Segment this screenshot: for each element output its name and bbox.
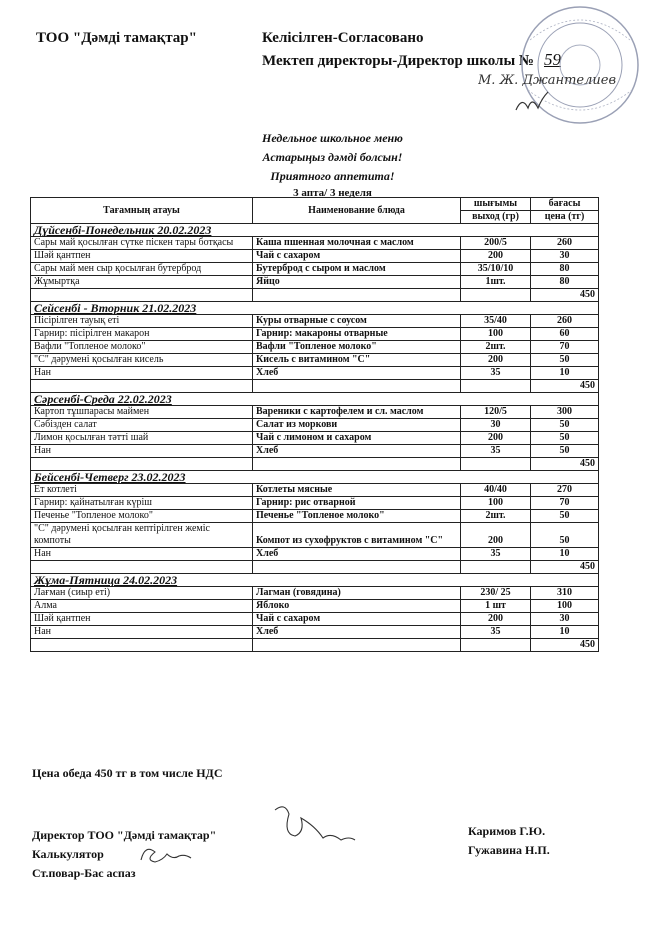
dish-name-ru: Хлеб: [253, 445, 461, 458]
dish-name-kz: Картоп тұшпарасы маймен: [31, 406, 253, 419]
price-note: Цена обеда 450 тг в том числе НДС: [32, 766, 223, 780]
dish-name-kz: Нан: [31, 445, 253, 458]
empty-cell: [31, 380, 253, 393]
dish-name-ru: Каша пшенная молочная с маслом: [253, 237, 461, 250]
dish-name-ru: Салат из моркови: [253, 419, 461, 432]
dish-name-kz: Нан: [31, 548, 253, 561]
dish-price: 270: [531, 484, 599, 497]
day-total: 450: [531, 289, 599, 302]
dish-price: 10: [531, 548, 599, 561]
day-title: Сейсенбі - Вторник 21.02.2023: [31, 302, 599, 315]
empty-cell: [253, 289, 461, 302]
dish-name-kz: Лимон қосылған тәтті шай: [31, 432, 253, 445]
header-name-ru: Наименование блюда: [253, 198, 461, 224]
dish-name-ru: Хлеб: [253, 626, 461, 639]
dish-yield: 35: [461, 445, 531, 458]
dish-price: 60: [531, 328, 599, 341]
empty-cell: [253, 639, 461, 652]
menu-row: [31, 250, 599, 263]
dish-price: 50: [531, 445, 599, 458]
menu-row: [31, 328, 599, 341]
dish-name-kz: Сары май қосылған сүтке піскен тары ботқасы: [31, 237, 253, 250]
dish-yield: 30: [461, 419, 531, 432]
dish-yield: 120/5: [461, 406, 531, 419]
dish-price: 100: [531, 600, 599, 613]
company-name: ТОО "Дәмді тамақтар": [36, 30, 197, 46]
dish-name-kz: Сәбізден салат: [31, 419, 253, 432]
menu-row: [31, 354, 599, 367]
day-header-row: [31, 393, 599, 406]
dish-name-ru: Котлеты мясные: [253, 484, 461, 497]
day-total-row: [31, 289, 599, 302]
header-yield-ru: выход (гр): [461, 211, 531, 224]
day-header-row: [31, 302, 599, 315]
dish-yield: 2шт.: [461, 341, 531, 354]
day-title: Дүйсенбі-Понедельник 20.02.2023: [31, 224, 599, 237]
approval-label: Келісілген-Согласовано: [262, 30, 424, 46]
empty-cell: [461, 458, 531, 471]
menu-row: [31, 548, 599, 561]
dish-name-kz: "С" дәрумені қосылған кисель: [31, 354, 253, 367]
empty-cell: [31, 458, 253, 471]
dish-yield: 100: [461, 497, 531, 510]
menu-row: [31, 276, 599, 289]
empty-cell: [253, 458, 461, 471]
dish-name-kz: Нан: [31, 367, 253, 380]
dish-yield: 35/10/10: [461, 263, 531, 276]
dish-yield: 2шт.: [461, 510, 531, 523]
dish-price: 30: [531, 613, 599, 626]
dish-name-ru: Гарнир: рис отварной: [253, 497, 461, 510]
dish-yield: 35: [461, 626, 531, 639]
menu-row: [31, 419, 599, 432]
dish-price: 50: [531, 523, 599, 548]
menu-row: [31, 406, 599, 419]
cook-label: Ст.повар-Бас аспаз: [32, 866, 136, 880]
day-total-row: [31, 561, 599, 574]
menu-row: [31, 497, 599, 510]
dish-name-ru: Яблоко: [253, 600, 461, 613]
dish-name-ru: Чай с сахаром: [253, 613, 461, 626]
director-signature-text: М. Ж. Джантелиев: [478, 73, 617, 88]
dish-name-ru: Гарнир: макароны отварные: [253, 328, 461, 341]
empty-cell: [253, 380, 461, 393]
dish-name-kz: Гарнир: қайнатылған күріш: [31, 497, 253, 510]
dish-name-kz: Нан: [31, 626, 253, 639]
dish-name-kz: Ет котлеті: [31, 484, 253, 497]
dish-yield: 200: [461, 250, 531, 263]
day-title: Жұма-Пятница 24.02.2023: [31, 574, 599, 587]
menu-row: [31, 263, 599, 276]
dish-name-kz: Шәй қантпен: [31, 250, 253, 263]
header-yield-kz: шығымы: [461, 198, 531, 211]
dish-name-ru: Яйцо: [253, 276, 461, 289]
dish-name-ru: Куры отварные с соусом: [253, 315, 461, 328]
dish-yield: 230/ 25: [461, 587, 531, 600]
dish-yield: 200: [461, 354, 531, 367]
dish-yield: 200: [461, 613, 531, 626]
dish-price: 70: [531, 341, 599, 354]
school-number: 59: [544, 50, 561, 69]
menu-row: [31, 626, 599, 639]
dish-yield: 1шт.: [461, 276, 531, 289]
dish-price: 10: [531, 626, 599, 639]
menu-row: [31, 587, 599, 600]
dish-price: 260: [531, 315, 599, 328]
greeting-kz: Астарыңыз дәмді болсын!: [262, 150, 403, 164]
header-name-kz: Тағамның атауы: [31, 198, 253, 224]
menu-row: [31, 600, 599, 613]
header-price-kz: бағасы: [531, 198, 599, 211]
header-price-ru: цена (тг): [531, 211, 599, 224]
dish-price: 310: [531, 587, 599, 600]
empty-cell: [461, 639, 531, 652]
director-signature: [478, 66, 638, 116]
day-total-row: [31, 639, 599, 652]
calculator-label: Калькулятор: [32, 847, 104, 861]
dish-price: 260: [531, 237, 599, 250]
dish-yield: 200/5: [461, 237, 531, 250]
empty-cell: [461, 561, 531, 574]
dish-name-ru: Компот из сухофруктов с витамином "С": [253, 523, 461, 548]
director-name: Каримов Г.Ю.: [468, 824, 546, 838]
dish-price: 10: [531, 367, 599, 380]
day-total: 450: [531, 380, 599, 393]
menu-row: [31, 315, 599, 328]
day-total-row: [31, 380, 599, 393]
menu-row: [31, 237, 599, 250]
dish-name-kz: Жұмыртқа: [31, 276, 253, 289]
day-title: Сәрсенбі-Среда 22.02.2023: [31, 393, 599, 406]
dish-yield: 200: [461, 523, 531, 548]
dish-yield: 35: [461, 367, 531, 380]
dish-name-kz: Вафли "Топленое молоко": [31, 341, 253, 354]
day-header-row: [31, 574, 599, 587]
day-total: 450: [531, 458, 599, 471]
dish-price: 80: [531, 276, 599, 289]
dish-price: 70: [531, 497, 599, 510]
menu-row: [31, 445, 599, 458]
day-header-row: [31, 471, 599, 484]
menu-body: [31, 224, 599, 652]
dish-name-ru: Чай с лимоном и сахаром: [253, 432, 461, 445]
calculator-signature: [135, 838, 195, 870]
dish-name-ru: Кисель с витамином "С": [253, 354, 461, 367]
empty-cell: [461, 380, 531, 393]
dish-name-ru: Вафли "Топленое молоко": [253, 341, 461, 354]
dish-name-ru: Бутерброд с сыром и маслом: [253, 263, 461, 276]
empty-cell: [253, 561, 461, 574]
day-title: Бейсенбі-Четверг 23.02.2023: [31, 471, 599, 484]
dish-name-kz: Шәй қантпен: [31, 613, 253, 626]
dish-name-ru: Чай с сахаром: [253, 250, 461, 263]
dish-name-ru: Хлеб: [253, 548, 461, 561]
dish-price: 50: [531, 419, 599, 432]
menu-title: Недельное школьное меню: [262, 131, 403, 145]
footer-director-signature: [270, 800, 360, 850]
empty-cell: [461, 289, 531, 302]
menu-row: [31, 484, 599, 497]
dish-name-ru: Хлеб: [253, 367, 461, 380]
menu-row: [31, 367, 599, 380]
dish-price: 50: [531, 432, 599, 445]
dish-name-kz: Пісірілген тауық еті: [31, 315, 253, 328]
empty-cell: [31, 561, 253, 574]
menu-table: [30, 197, 599, 652]
director-label: Директор ТОО "Дәмді тамақтар": [32, 828, 217, 842]
day-header-row: [31, 224, 599, 237]
dish-name-kz: Алма: [31, 600, 253, 613]
dish-price: 50: [531, 354, 599, 367]
dish-yield: 200: [461, 432, 531, 445]
menu-row: [31, 341, 599, 354]
dish-name-ru: Лагман (говядина): [253, 587, 461, 600]
dish-name-kz: Лағман (сиыр еті): [31, 587, 253, 600]
dish-price: 300: [531, 406, 599, 419]
dish-yield: 40/40: [461, 484, 531, 497]
day-total: 450: [531, 639, 599, 652]
dish-name-kz: Гарнир: пісірілген макарон: [31, 328, 253, 341]
menu-row: [31, 523, 599, 548]
calculator-name: Гужавина Н.П.: [468, 843, 550, 857]
dish-yield: 100: [461, 328, 531, 341]
empty-cell: [31, 639, 253, 652]
dish-name-kz: Печенье "Топленое молоко": [31, 510, 253, 523]
empty-cell: [31, 289, 253, 302]
greeting-ru: Приятного аппетита!: [270, 169, 395, 183]
dish-yield: 1 шт: [461, 600, 531, 613]
day-total: 450: [531, 561, 599, 574]
dish-name-kz: "С" дәрумені қосылған кептірілген жеміс компоты: [31, 523, 253, 548]
dish-name-kz: Сары май мен сыр қосылған бутерброд: [31, 263, 253, 276]
day-total-row: [31, 458, 599, 471]
dish-price: 80: [531, 263, 599, 276]
menu-row: [31, 613, 599, 626]
director-title-text: Мектеп директоры-Директор школы №: [262, 53, 534, 69]
dish-price: 50: [531, 510, 599, 523]
menu-row: [31, 432, 599, 445]
week-label: 3 апта/ 3 неделя: [293, 187, 372, 199]
dish-yield: 35/40: [461, 315, 531, 328]
menu-row: [31, 510, 599, 523]
dish-yield: 35: [461, 548, 531, 561]
dish-name-ru: Вареники с картофелем и сл. маслом: [253, 406, 461, 419]
dish-price: 30: [531, 250, 599, 263]
dish-name-ru: Печенье "Топленое молоко": [253, 510, 461, 523]
